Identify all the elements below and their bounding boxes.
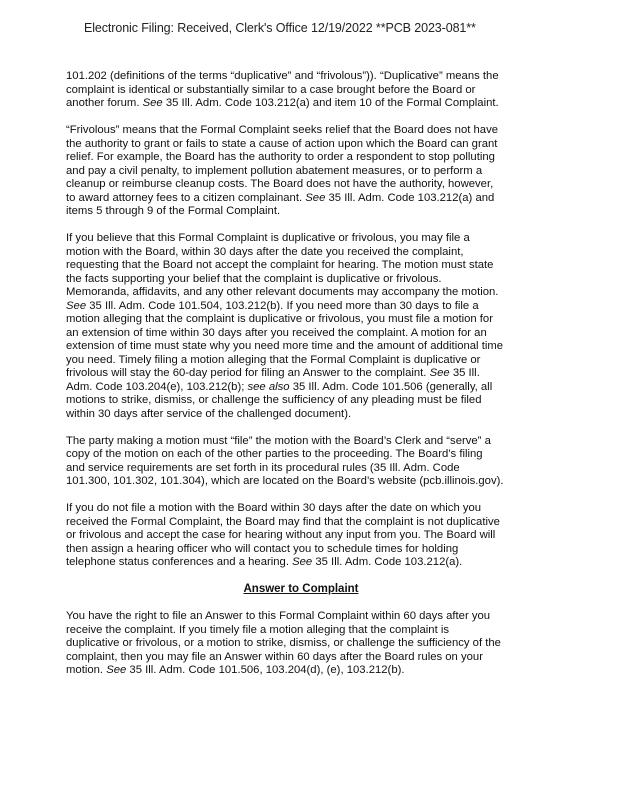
text-line: [66, 165, 536, 179]
text-line: [66, 286, 536, 300]
text-run: 35 Ill. Adm. Code 103.212(a) and: [325, 191, 495, 204]
body-paragraph: [66, 435, 536, 489]
text-line: [66, 502, 536, 516]
text-run: motion.: [66, 664, 107, 676]
text-line: [66, 516, 536, 530]
citation-signal: See: [429, 367, 450, 379]
text-run: to award attorney fees to a citizen complainant.: [66, 191, 306, 204]
text-line: [66, 624, 536, 638]
text-run: the authority to grant or fails to state a cause of action upon which the Board can grant: [66, 137, 498, 150]
text-line: [66, 543, 536, 557]
text-run: motion with the Board, within 30 days after the date you received the complaint,: [66, 245, 464, 258]
text-run: an extension of time within 30 days after you received the complaint. A motion for an: [66, 326, 487, 339]
filing-stamp-header: Electronic Filing: Received, Clerk's Office 12/19/2022 **PCB 2023-081**: [84, 21, 476, 35]
text-line: [66, 381, 536, 395]
text-run: complaint, then you may file an Answer within 60 days after the Board rules on your: [66, 650, 483, 663]
citation-signal: See: [66, 299, 87, 312]
citation-signal: See: [292, 556, 313, 568]
text-run: 35 Ill. Adm. Code 101.506 (generally, all: [289, 380, 493, 393]
text-run: extension of time must state why you need more time and the amount of additional time: [66, 340, 504, 352]
text-run: copy of the motion on each of the other parties to the proceeding. The Board’s filing: [66, 448, 483, 460]
text-line: [66, 327, 536, 341]
text-line: [66, 637, 536, 651]
body-paragraph: [66, 124, 536, 219]
text-line: [66, 610, 536, 624]
text-line: [66, 408, 536, 422]
text-run: then assign a hearing officer who will contact you to schedule times for holding: [66, 542, 459, 555]
text-line: [66, 651, 536, 665]
text-run: received the Formal Complaint, the Board may find that the complaint is not duplicative: [66, 515, 500, 528]
body-paragraph: [66, 610, 536, 678]
text-run: requesting that the Board not accept the complaint for hearing. The motion must state: [66, 259, 494, 271]
text-line: [66, 354, 536, 368]
text-run: within 30 days after service of the challenged document).: [66, 407, 352, 420]
text-run: frivolous will stay the 60-day period for filing an Answer to the complaint.: [66, 367, 430, 379]
text-line: [66, 448, 536, 462]
text-line: [66, 151, 536, 165]
body-paragraph: [66, 502, 536, 570]
citation-signal: see also: [247, 380, 290, 393]
citation-signal: See: [305, 191, 326, 204]
document-body: [66, 70, 536, 678]
text-line: [66, 97, 536, 111]
text-line: [66, 138, 536, 152]
text-run: and pay a civil penalty, to implement pollution abatement measures, or to perform a: [66, 164, 483, 177]
text-line: [66, 556, 536, 570]
citation-signal: See: [106, 664, 127, 676]
text-run: the facts supporting your belief that the complaint is duplicative or frivolous.: [66, 272, 442, 285]
notice-paragraphs: [66, 70, 536, 570]
text-run: You have the right to file an Answer to this Formal Complaint within 60 days after you: [66, 610, 491, 622]
text-line: [66, 205, 536, 219]
text-run: 101.202 (definitions of the terms “duplicative” and “frivolous”)). “Duplicative” means the: [66, 70, 499, 82]
text-line: [66, 70, 536, 84]
text-line: [66, 435, 536, 449]
text-line: [66, 529, 536, 543]
text-run: receive the complaint. If you timely file a motion alleging that the complaint is: [66, 623, 450, 636]
text-line: [66, 192, 536, 206]
text-line: [66, 462, 536, 476]
text-run: “Frivolous” means that the Formal Complaint seeks relief that the Board does not have: [66, 124, 499, 136]
text-run: Adm. Code 103.204(e), 103.212(b);: [66, 380, 248, 393]
text-run: and service requirements are set forth in its procedural rules (35 Ill. Adm. Code: [66, 461, 460, 474]
text-line: [66, 475, 536, 489]
text-run: 35 Ill. Adm. Code 103.212(a) and item 10 of the Formal Complaint.: [162, 97, 499, 109]
text-line: [66, 273, 536, 287]
text-run: relief. For example, the Board has the authority to order a respondent to stop polluting: [66, 151, 495, 163]
section-heading-answer: Answer to Complaint: [243, 583, 359, 595]
text-run: 35 Ill. Adm. Code 103.212(a).: [312, 556, 463, 568]
text-run: 35 Ill. Adm. Code 101.504, 103.212(b). If you need more than 30 days to file a: [86, 299, 479, 312]
text-line: [66, 84, 536, 98]
answer-section: [66, 610, 536, 678]
text-line: [66, 259, 536, 273]
text-run: motion alleging that the complaint is duplicative or frivolous, you must file a motion for: [66, 313, 493, 325]
text-run: If you believe that this Formal Complaint is duplicative or frivolous, you may file a: [66, 232, 470, 244]
text-line: [66, 246, 536, 260]
text-run: complaint is identical or substantially similar to a case brought before the Board or: [66, 83, 476, 96]
text-run: or frivolous and accept the case for hearing without any input from you. The Board will: [66, 529, 496, 541]
text-run: items 5 through 9 of the Formal Complaint.: [66, 205, 281, 217]
citation-signal: See: [142, 97, 163, 109]
text-line: [66, 664, 536, 678]
text-line: [66, 313, 536, 327]
text-line: [66, 367, 536, 381]
body-paragraph: [66, 70, 536, 111]
body-paragraph: [66, 232, 536, 421]
text-run: Memoranda, affidavits, and any other relevant documents may accompany the motion.: [66, 286, 499, 298]
text-line: [66, 178, 536, 192]
text-run: telephone status conferences and a hearing.: [66, 556, 293, 568]
text-line: [66, 394, 536, 408]
text-run: another forum.: [66, 97, 143, 109]
text-line: [66, 340, 536, 354]
text-run: 35 Ill. Adm. Code 101.506, 103.204(d), (e), 103.212(b).: [126, 664, 405, 676]
text-run: 35 Ill.: [449, 367, 480, 379]
text-run: motions to strike, dismiss, or challenge the sufficiency of any pleading must be filed: [66, 394, 482, 406]
text-run: If you do not file a motion with the Board within 30 days after the date on which you: [66, 502, 482, 514]
text-line: [66, 300, 536, 314]
text-line: [66, 124, 536, 138]
text-run: The party making a motion must “file” the motion with the Board’s Clerk and “serve” a: [66, 434, 491, 447]
text-run: 101.300, 101.302, 101.304), which are located on the Board’s website (pcb.illinois.gov).: [66, 475, 504, 487]
text-run: you need. Timely filing a motion alleging that the Formal Complaint is duplicative or: [66, 353, 481, 366]
text-run: cleanup or reimburse cleanup costs. The Board does not have the authority, however,: [66, 178, 494, 190]
text-line: [66, 232, 536, 246]
text-run: duplicative or frivolous, or a motion to strike, dismiss, or challenge the sufficiency of the: [66, 637, 501, 649]
